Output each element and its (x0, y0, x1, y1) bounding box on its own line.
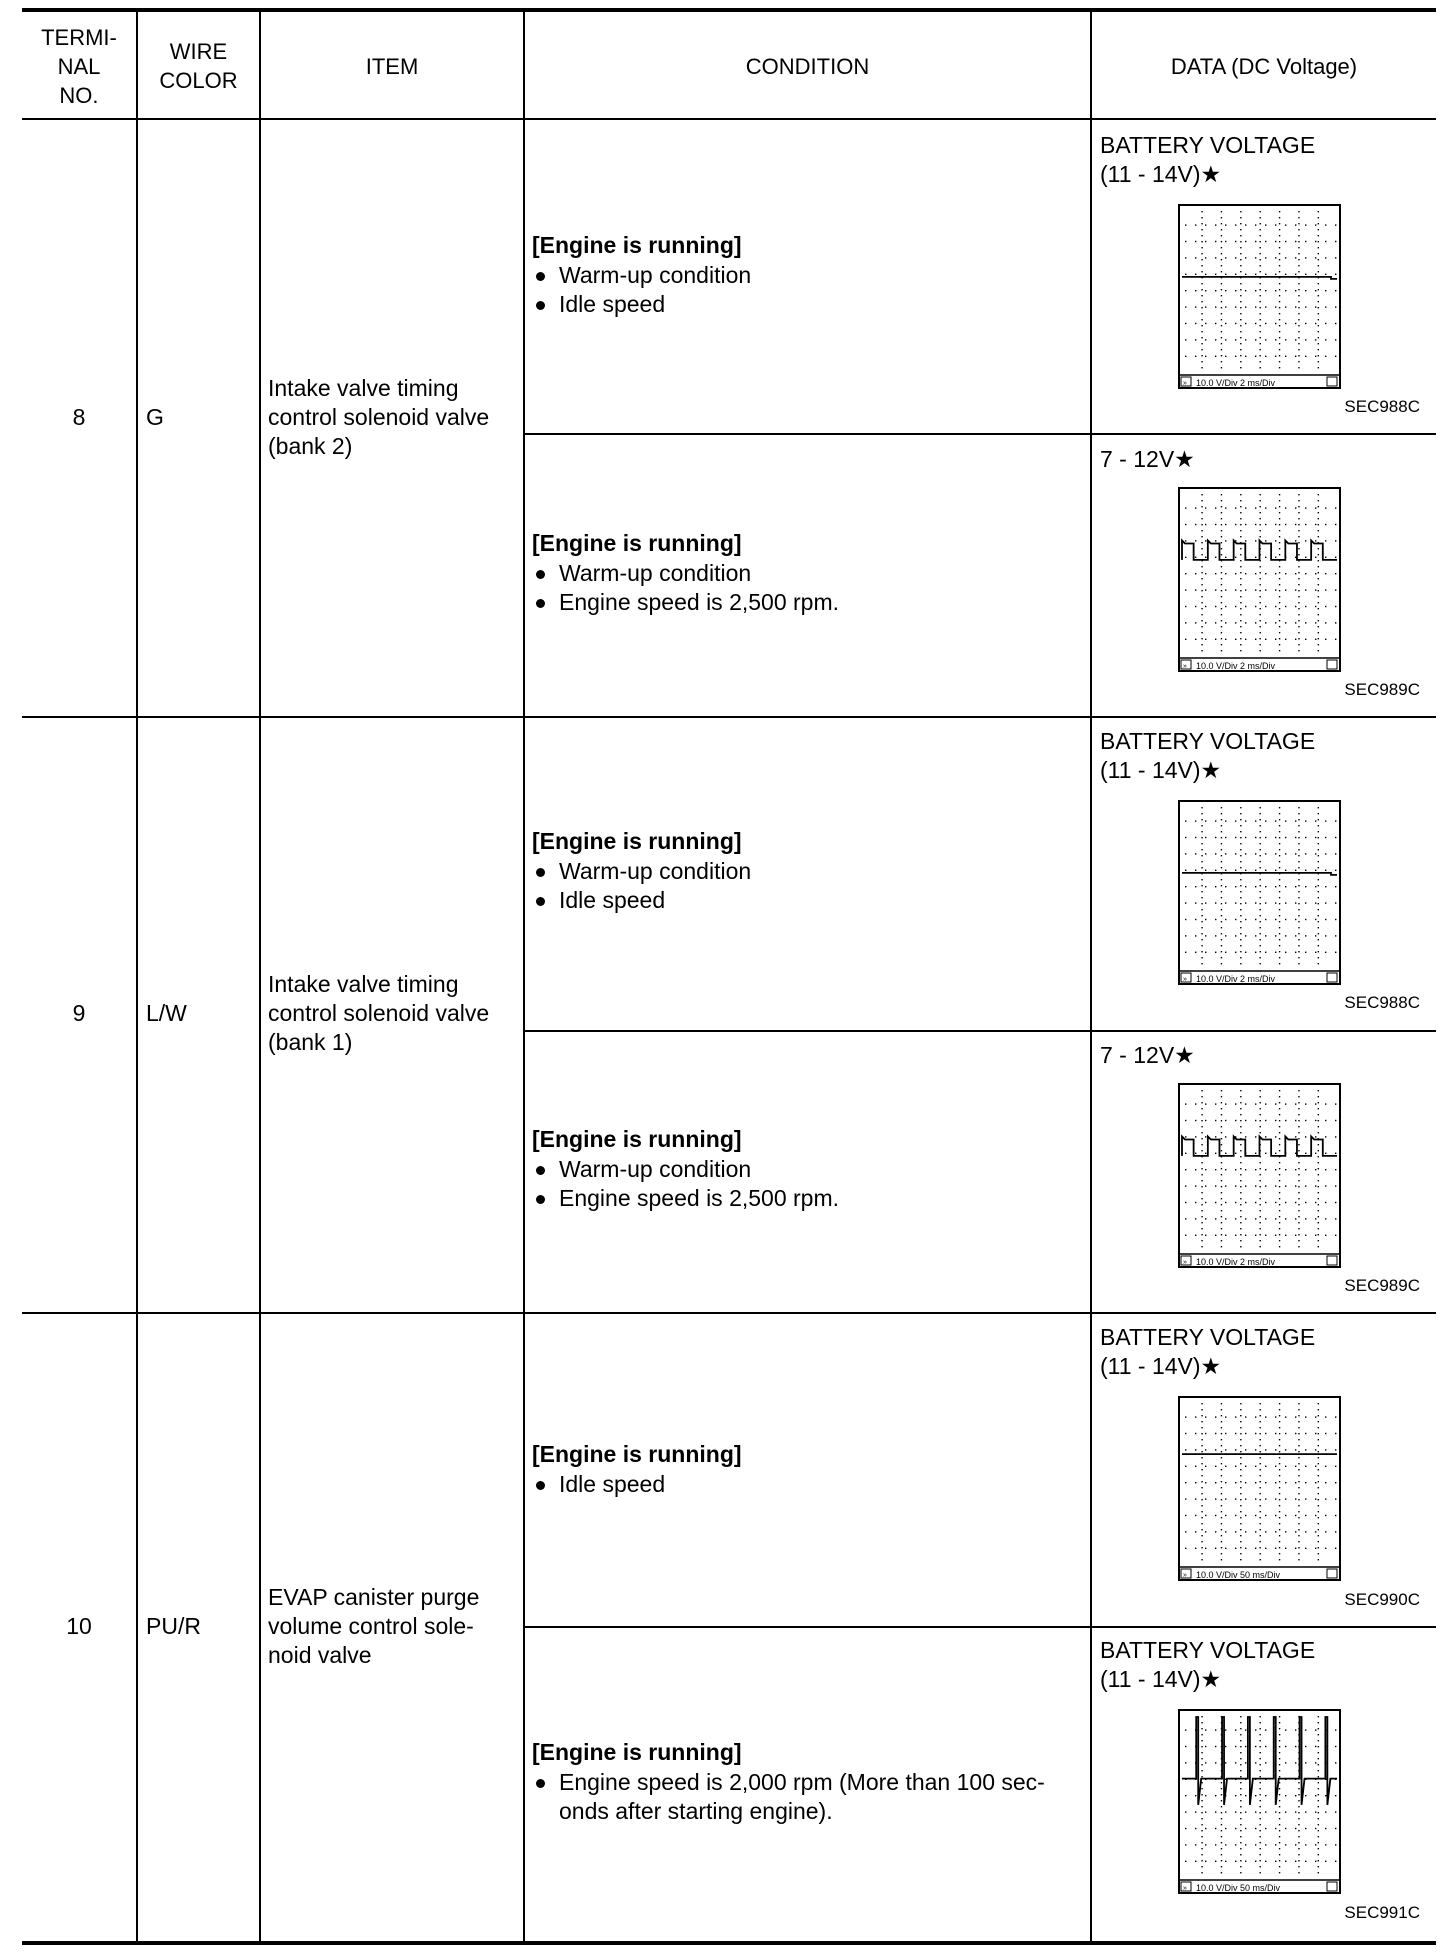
voltage-data (1100, 131, 1315, 189)
oscilloscope-waveform (1178, 800, 1341, 985)
oscilloscope-waveform (1178, 487, 1341, 672)
voltage-line: BATTERY VOLTAGE (1100, 1637, 1316, 1663)
condition-cell (532, 1440, 1077, 1499)
scope-screen (1178, 487, 1341, 672)
header-condition (525, 14, 1090, 118)
item-line: control solenoid valve (268, 1000, 490, 1026)
voltage-line: 7 - 12V★ (1100, 446, 1195, 472)
figure-reference: SEC991C (1344, 1903, 1420, 1922)
figure-reference: SEC988C (1344, 397, 1420, 416)
terminal-number: 8 (72, 404, 86, 430)
col-divider-2 (259, 10, 261, 1943)
condition-cell (532, 231, 1077, 320)
svg-text:»: » (1183, 1885, 1187, 1892)
row-9-split-rule (524, 1030, 1436, 1032)
condition-cell (532, 1738, 1077, 1827)
scope-scale-label: 10.0 V/Div 50 ms/Div (1196, 1883, 1281, 1893)
figure-reference: SEC990C (1344, 1590, 1420, 1609)
condition-heading: [Engine is running] (532, 1739, 742, 1765)
svg-text:»: » (1183, 663, 1187, 670)
item-line: (bank 2) (268, 433, 353, 459)
condition-cell (532, 529, 1077, 618)
voltage-data (1100, 445, 1195, 474)
voltage-line: BATTERY VOLTAGE (1100, 728, 1316, 754)
voltage-data (1100, 727, 1315, 785)
terminal-number: 9 (72, 1000, 86, 1026)
condition-bullet: Engine speed is 2,000 rpm (More than 100 sec- (532, 1768, 1077, 1798)
row-10-split-rule (524, 1626, 1436, 1628)
header-wire-line-2: COLOR (159, 68, 238, 93)
row-9-bottom-rule (22, 1312, 1436, 1314)
figure-reference: SEC989C (1344, 1276, 1420, 1295)
header-data (1092, 14, 1436, 118)
figure-reference: SEC989C (1344, 680, 1420, 699)
condition-heading: [Engine is running] (532, 232, 742, 258)
condition-cell (532, 1125, 1077, 1214)
condition-bullet: Idle speed (532, 290, 1077, 320)
scope-screen (1178, 204, 1341, 389)
condition-bullet: Warm-up condition (532, 1155, 1077, 1185)
header-bottom-rule (22, 118, 1436, 120)
oscilloscope-waveform (1178, 1396, 1341, 1581)
item-line: volume control sole- (268, 1613, 474, 1639)
scope-scale-label: 10.0 V/Div 50 ms/Div (1196, 1570, 1281, 1580)
condition-cell (532, 827, 1077, 916)
scope-scale-label: 10.0 V/Div 2 ms/Div (1196, 1257, 1276, 1267)
condition-heading: [Engine is running] (532, 1441, 742, 1467)
scope-screen (1178, 800, 1341, 985)
condition-bullet: Engine speed is 2,500 rpm. (532, 588, 1077, 618)
oscilloscope-waveform (1178, 1083, 1341, 1268)
scope-screen (1178, 1709, 1341, 1894)
header-terminal-no (22, 14, 136, 118)
header-terminal-line-2: NAL (57, 53, 101, 79)
condition-heading: [Engine is running] (532, 530, 742, 556)
condition-heading: [Engine is running] (532, 1126, 742, 1152)
item-description (268, 1583, 518, 1670)
item-line: (bank 1) (268, 1029, 353, 1055)
col-divider-4 (1090, 10, 1092, 1943)
voltage-line: (11 - 14V)★ (1100, 757, 1222, 783)
oscilloscope-waveform (1178, 204, 1341, 389)
condition-bullet-continuation: onds after starting engine). (559, 1798, 833, 1824)
oscilloscope-waveform (1178, 1709, 1341, 1894)
condition-bullet: Idle speed (532, 886, 1077, 916)
item-line: EVAP canister purge (268, 1584, 480, 1610)
item-line: control solenoid valve (268, 404, 490, 430)
condition-heading: [Engine is running] (532, 828, 742, 854)
table-top-rule (22, 8, 1436, 12)
voltage-line: (11 - 14V)★ (1100, 161, 1222, 187)
row-8-bottom-rule (22, 716, 1436, 718)
wire-color: L/W (146, 1000, 187, 1026)
condition-bullet: Warm-up condition (532, 559, 1077, 589)
condition-bullet: Engine speed is 2,500 rpm. (532, 1184, 1077, 1214)
header-terminal-line-1: TERMI- (41, 24, 117, 50)
condition-bullet: Warm-up condition (532, 857, 1077, 887)
item-line: Intake valve timing (268, 971, 459, 997)
scope-screen (1178, 1083, 1341, 1268)
condition-bullet: Warm-up condition (532, 261, 1077, 291)
col-divider-3 (523, 10, 525, 1943)
table-bottom-rule (22, 1941, 1436, 1945)
terminal-number: 10 (66, 1613, 92, 1639)
item-line: Intake valve timing (268, 375, 459, 401)
scope-screen (1178, 1396, 1341, 1581)
voltage-line: BATTERY VOLTAGE (1100, 132, 1316, 158)
header-condition-label: CONDITION (745, 53, 870, 79)
voltage-line: BATTERY VOLTAGE (1100, 1324, 1316, 1350)
header-wire-line-1: WIRE (169, 39, 228, 64)
svg-text:»: » (1183, 1259, 1187, 1266)
voltage-line: (11 - 14V)★ (1100, 1666, 1222, 1692)
header-item-label: ITEM (365, 53, 419, 79)
scope-scale-label: 10.0 V/Div 2 ms/Div (1196, 974, 1276, 984)
voltage-data (1100, 1041, 1195, 1070)
header-terminal-line-3: NO. (59, 82, 99, 108)
voltage-line: 7 - 12V★ (1100, 1042, 1195, 1068)
wire-color: G (146, 404, 164, 430)
condition-bullet: Idle speed (532, 1470, 1077, 1500)
voltage-data (1100, 1323, 1315, 1381)
figure-reference: SEC988C (1344, 993, 1420, 1012)
svg-text:»: » (1183, 976, 1187, 983)
header-data-label: DATA (DC Voltage) (1170, 53, 1358, 79)
scope-scale-label: 10.0 V/Div 2 ms/Div (1196, 661, 1276, 671)
row-8-split-rule (524, 433, 1436, 435)
wire-color: PU/R (146, 1613, 201, 1639)
svg-text:»: » (1183, 380, 1187, 387)
item-description (268, 970, 518, 1057)
scope-scale-label: 10.0 V/Div 2 ms/Div (1196, 378, 1276, 388)
header-item (261, 14, 523, 118)
header-wire-color (138, 14, 259, 118)
col-divider-1 (136, 10, 138, 1943)
item-description (268, 374, 518, 461)
item-line: noid valve (268, 1642, 372, 1668)
voltage-data (1100, 1636, 1315, 1694)
svg-text:»: » (1183, 1572, 1187, 1579)
voltage-line: (11 - 14V)★ (1100, 1353, 1222, 1379)
